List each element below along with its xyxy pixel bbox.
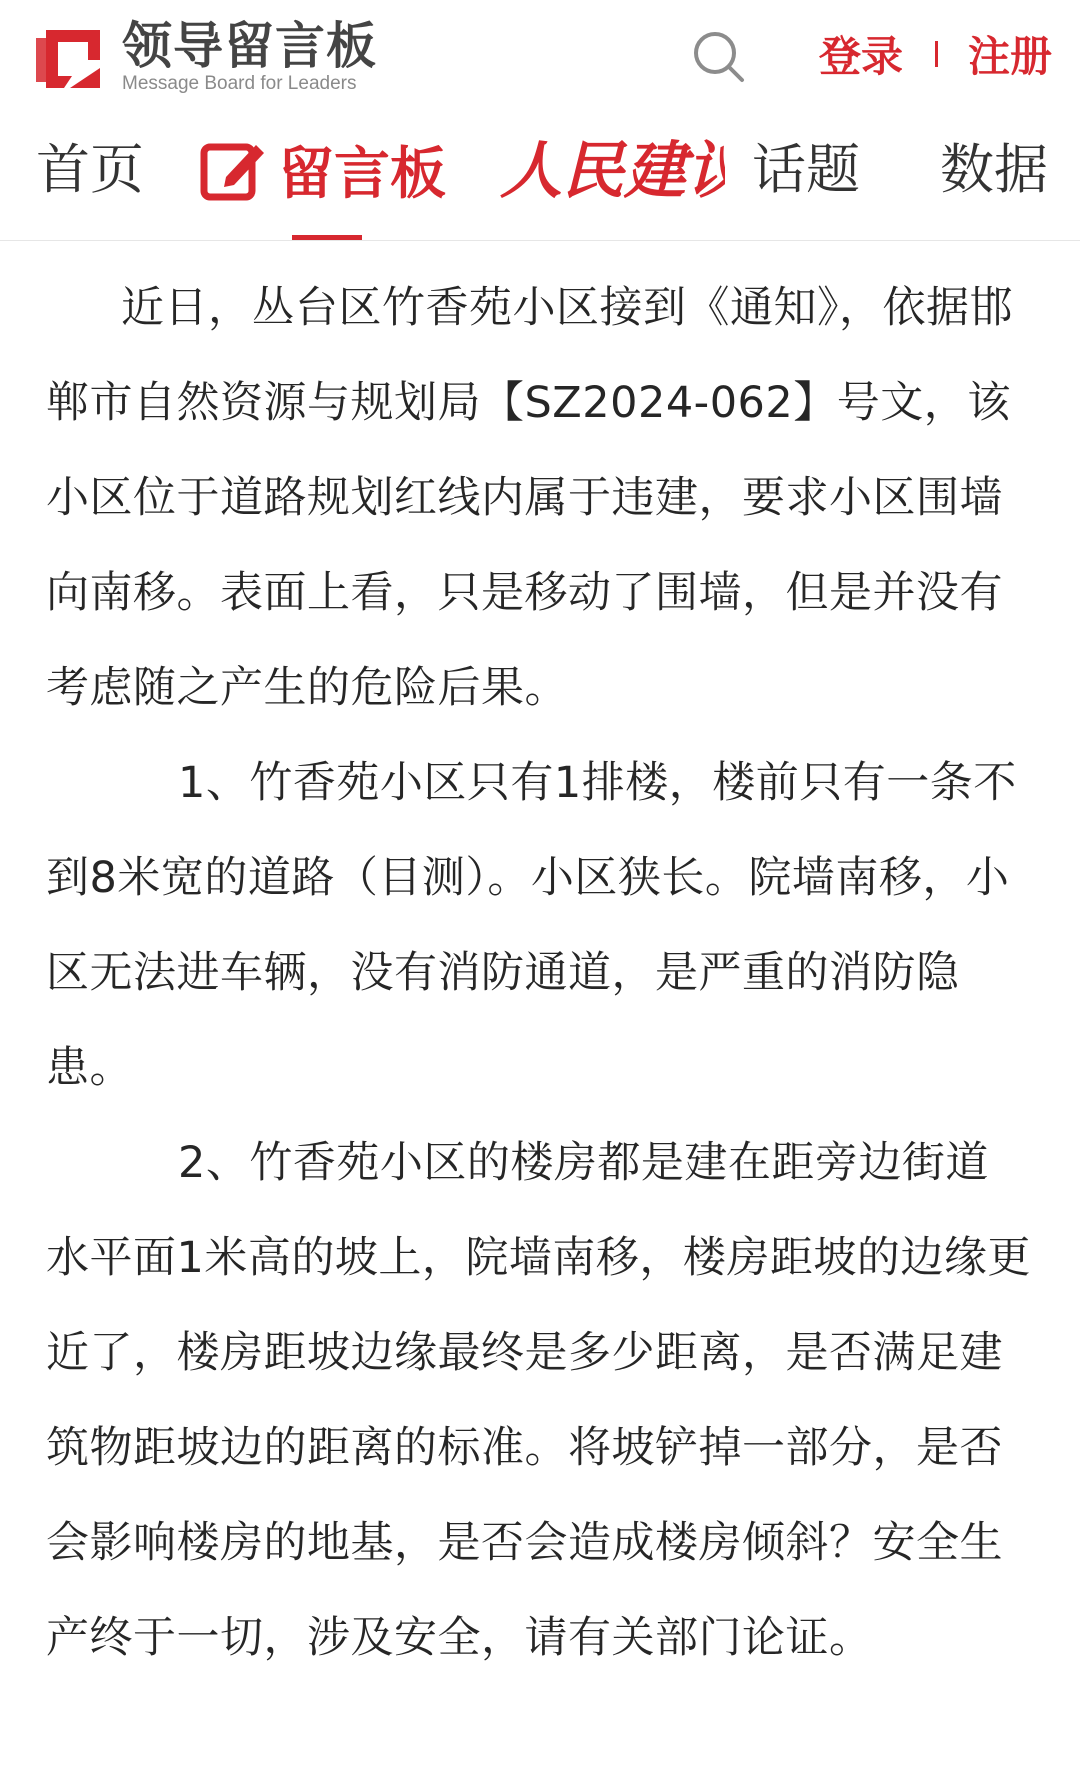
nav-item-topics[interactable]: 话题: [752, 138, 860, 201]
article-paragraph: 1、竹香苑小区只有1排楼，楼前只有一条不到8米宽的道路（目测）。小区狭长。院墙南移，小区无法进车辆，没有消防通道，是严重的消防隐患。: [46, 758, 1017, 1093]
article-paragraph: 近日，丛台区竹香苑小区接到《通知》，依据邯郸市自然资源与规划局【SZ2024-062】号文，该小区位于道路规划红线内属于违建，要求小区围墙向南移。表面上看，只是移动了围墙，但是并没有考虑随之产生的危险后果。: [46, 283, 1013, 713]
people-suggestion-logo: [500, 120, 725, 220]
article-paragraph: 2、竹香苑小区的楼房都是建在距旁边街道水平面1米高的坡上，院墙南移，楼房距坡的边缘更近了，楼房距坡边缘最终是多少距离，是否满足建筑物距坡边的距离的标准。将坡铲掉一部分，是否会影响楼房的地基，是否会造成楼房倾斜？安全生产终于一切，涉及安全，请有关部门论证。: [46, 1138, 1031, 1663]
nav-item-message-board-label: 留言板: [278, 142, 446, 207]
edit-note-icon: [200, 137, 266, 203]
site-logo[interactable]: [28, 17, 377, 94]
auth-divider: [935, 41, 938, 67]
logo-title: 领导留言板: [122, 17, 377, 75]
active-tab-indicator: [292, 235, 362, 240]
article-body: [0, 241, 1080, 1686]
logo-text: [122, 17, 377, 94]
logo-subtitle: Message Board for Leaders: [122, 73, 357, 94]
search-icon[interactable]: [690, 28, 746, 84]
nav-item-home[interactable]: 首页: [36, 138, 144, 201]
login-link[interactable]: 登录: [818, 32, 903, 81]
nav-item-people-suggestion[interactable]: [500, 120, 725, 220]
logo-mark-icon: [28, 20, 108, 94]
nav-item-data[interactable]: 数据: [940, 138, 1048, 201]
site-header: [0, 0, 1080, 112]
nav-item-message-board[interactable]: [200, 130, 446, 210]
nav-item-people-suggestion-label: 人民建议: [500, 134, 725, 207]
register-link[interactable]: 注册: [967, 32, 1052, 81]
main-nav: [0, 112, 1080, 241]
auth-links: [819, 24, 1052, 84]
